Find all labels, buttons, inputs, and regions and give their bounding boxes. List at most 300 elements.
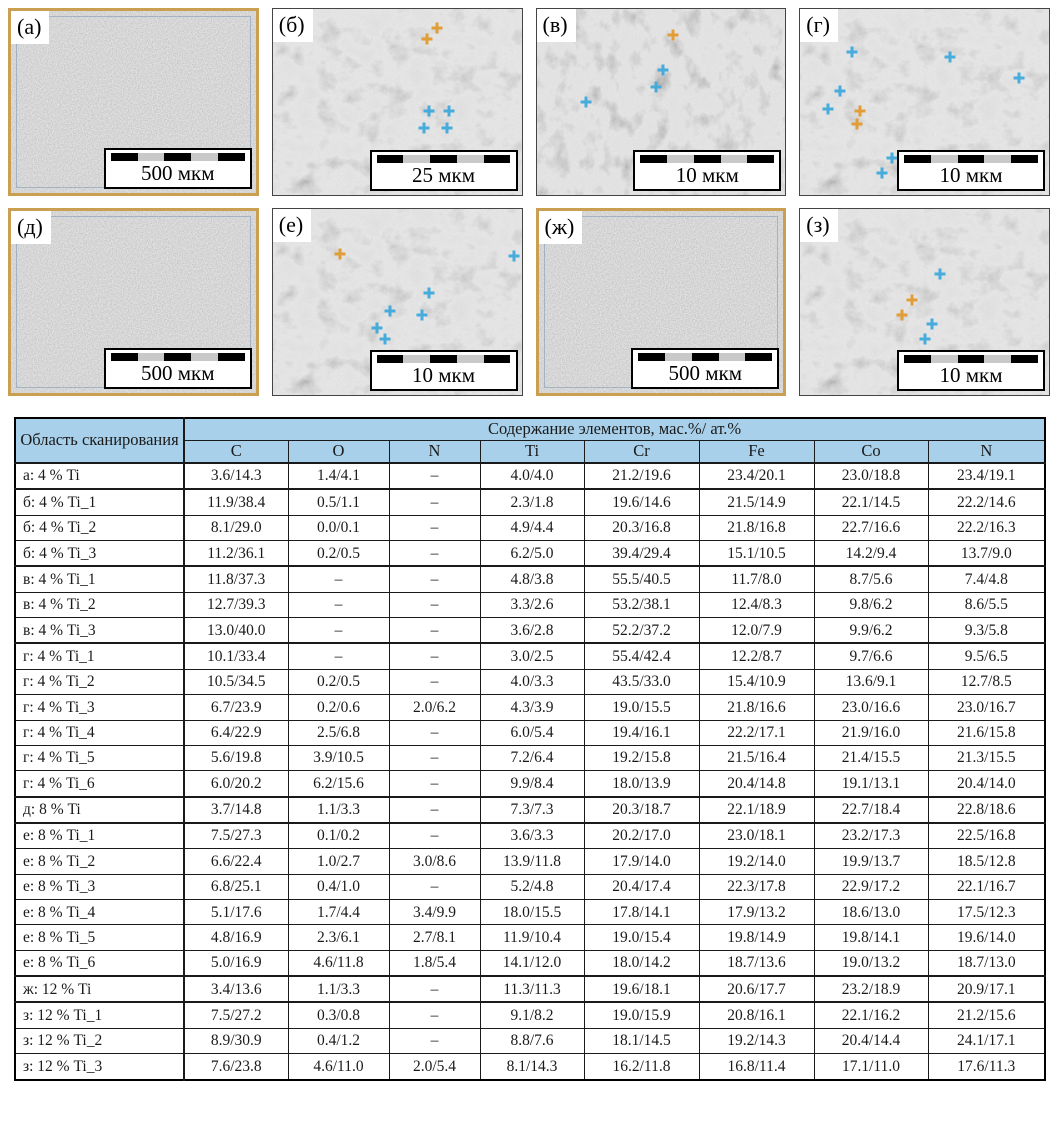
value-cell: 17.5/12.3 (928, 900, 1045, 925)
scan-area-cell: а: 4 % Ti (15, 463, 184, 489)
value-cell: 19.0/15.4 (584, 925, 699, 950)
value-cell: 8.1/29.0 (184, 515, 288, 540)
value-cell: 14.2/9.4 (814, 541, 928, 567)
eds-marker-blue (417, 310, 428, 321)
value-cell: 20.4/14.4 (814, 1028, 928, 1053)
value-cell: 9.9/6.2 (814, 618, 928, 644)
eds-marker-blue (424, 287, 435, 298)
scan-area-cell: г: 4 % Ti_4 (15, 720, 184, 745)
eds-marker-blue (944, 52, 955, 63)
scan-area-cell: е: 8 % Ti_2 (15, 849, 184, 874)
value-cell: 3.9/10.5 (288, 745, 389, 770)
value-cell: 20.4/17.4 (584, 874, 699, 899)
value-cell: 13.9/11.8 (480, 849, 584, 874)
value-cell: 5.0/16.9 (184, 950, 288, 976)
value-cell: 12.7/39.3 (184, 592, 288, 617)
value-cell: 12.4/8.3 (699, 592, 814, 617)
scale-bar (897, 150, 1045, 191)
eds-table-wrap (14, 417, 1044, 1081)
value-cell: 19.2/14.3 (699, 1028, 814, 1053)
value-cell: 23.0/18.1 (699, 823, 814, 849)
value-cell: 16.2/11.8 (584, 1054, 699, 1080)
value-cell: 55.4/42.4 (584, 643, 699, 669)
panel-label: (з) (800, 209, 837, 242)
value-cell: 5.2/4.8 (480, 874, 584, 899)
value-cell: 7.5/27.2 (184, 1002, 288, 1028)
table-row (15, 669, 1045, 694)
value-cell: – (389, 541, 480, 567)
value-cell: 18.6/13.0 (814, 900, 928, 925)
value-cell: 23.0/16.6 (814, 695, 928, 720)
eds-marker-blue (1014, 72, 1025, 83)
value-cell: 3.6/3.3 (480, 823, 584, 849)
col-header-element-4: Ti (480, 440, 584, 462)
scale-bar-label: 10 мкм (411, 362, 476, 387)
scale-bar (631, 348, 779, 389)
value-cell: 22.5/16.8 (928, 823, 1045, 849)
table-row (15, 1054, 1045, 1080)
eds-marker-blue (934, 269, 945, 280)
eds-marker-blue (877, 167, 888, 178)
value-cell: 8.1/14.3 (480, 1054, 584, 1080)
value-cell: 3.7/14.8 (184, 797, 288, 823)
value-cell: 1.4/4.1 (288, 463, 389, 489)
value-cell: 0.4/1.0 (288, 874, 389, 899)
sem-panel-2 (272, 8, 523, 196)
value-cell: 1.7/4.4 (288, 900, 389, 925)
table-row (15, 541, 1045, 567)
scale-bar-ruler (904, 355, 1038, 363)
value-cell: 22.1/18.9 (699, 797, 814, 823)
value-cell: 21.8/16.8 (699, 515, 814, 540)
value-cell: 22.2/16.3 (928, 515, 1045, 540)
scan-area-cell: г: 4 % Ti_2 (15, 669, 184, 694)
value-cell: 8.7/5.6 (814, 566, 928, 592)
value-cell: – (389, 823, 480, 849)
value-cell: 53.2/38.1 (584, 592, 699, 617)
table-row (15, 874, 1045, 899)
sem-panel-5 (8, 208, 259, 396)
value-cell: 18.7/13.0 (928, 950, 1045, 976)
eds-marker-blue (419, 123, 430, 134)
value-cell: 19.0/15.5 (584, 695, 699, 720)
panel-label: (е) (273, 209, 311, 242)
table-row (15, 797, 1045, 823)
value-cell: 7.2/6.4 (480, 745, 584, 770)
eds-composition-table (14, 417, 1046, 1081)
eds-marker-orange (431, 22, 442, 33)
value-cell: 2.3/1.8 (480, 489, 584, 515)
value-cell: 17.9/14.0 (584, 849, 699, 874)
scale-bar-label: 10 мкм (939, 362, 1003, 387)
scale-bar (370, 150, 518, 191)
value-cell: 4.9/4.4 (480, 515, 584, 540)
eds-marker-orange (854, 106, 865, 117)
value-cell: 6.0/20.2 (184, 771, 288, 797)
value-cell: 5.1/17.6 (184, 900, 288, 925)
value-cell: 23.0/18.8 (814, 463, 928, 489)
table-row (15, 592, 1045, 617)
scan-area-cell: в: 4 % Ti_1 (15, 566, 184, 592)
scan-area-cell: ж: 12 % Ti (15, 976, 184, 1002)
value-cell: 3.4/13.6 (184, 976, 288, 1002)
value-cell: 20.6/17.7 (699, 976, 814, 1002)
sem-panel-3 (536, 8, 787, 196)
value-cell: 21.8/16.6 (699, 695, 814, 720)
value-cell: 23.4/19.1 (928, 463, 1045, 489)
col-header-element-1: C (184, 440, 288, 462)
value-cell: 39.4/29.4 (584, 541, 699, 567)
table-row (15, 489, 1045, 515)
col-header-element-7: Co (814, 440, 928, 462)
value-cell: – (389, 643, 480, 669)
value-cell: 19.8/14.1 (814, 925, 928, 950)
value-cell: 13.6/9.1 (814, 669, 928, 694)
value-cell: 19.0/13.2 (814, 950, 928, 976)
value-cell: 12.2/8.7 (699, 643, 814, 669)
eds-marker-blue (835, 85, 846, 96)
value-cell: 18.0/14.2 (584, 950, 699, 976)
value-cell: 3.6/2.8 (480, 618, 584, 644)
col-header-scan-area: Область сканирования (15, 418, 184, 463)
value-cell: 23.2/18.9 (814, 976, 928, 1002)
eds-marker-blue (650, 82, 661, 93)
value-cell: – (389, 566, 480, 592)
value-cell: 0.4/1.2 (288, 1028, 389, 1053)
panel-label: (д) (11, 211, 51, 244)
value-cell: 13.7/9.0 (928, 541, 1045, 567)
eds-marker-orange (897, 310, 908, 321)
value-cell: 3.4/9.9 (389, 900, 480, 925)
sem-panel-8 (799, 208, 1050, 396)
value-cell: 3.0/2.5 (480, 643, 584, 669)
value-cell: 23.2/17.3 (814, 823, 928, 849)
scan-area-cell: в: 4 % Ti_3 (15, 618, 184, 644)
scan-area-cell: г: 4 % Ti_6 (15, 771, 184, 797)
table-row (15, 925, 1045, 950)
value-cell: 15.1/10.5 (699, 541, 814, 567)
value-cell: 22.8/18.6 (928, 797, 1045, 823)
table-row (15, 566, 1045, 592)
eds-marker-blue (927, 319, 938, 330)
value-cell: 2.3/6.1 (288, 925, 389, 950)
scale-bar-ruler (111, 153, 245, 161)
value-cell: 13.0/40.0 (184, 618, 288, 644)
value-cell: 2.7/8.1 (389, 925, 480, 950)
value-cell: 6.0/5.4 (480, 720, 584, 745)
table-row (15, 745, 1045, 770)
sem-panel-6 (272, 208, 523, 396)
eds-marker-blue (822, 104, 833, 115)
table-row (15, 695, 1045, 720)
table-row (15, 1028, 1045, 1053)
value-cell: 0.2/0.5 (288, 541, 389, 567)
value-cell: 2.5/6.8 (288, 720, 389, 745)
eds-marker-blue (581, 97, 592, 108)
scan-area-cell: г: 4 % Ti_3 (15, 695, 184, 720)
value-cell: 0.3/0.8 (288, 1002, 389, 1028)
scan-area-cell: е: 8 % Ti_1 (15, 823, 184, 849)
value-cell: 3.3/2.6 (480, 592, 584, 617)
scale-bar-ruler (640, 155, 774, 163)
col-header-element-2: O (288, 440, 389, 462)
scale-bar-label: 500 мкм (140, 360, 215, 385)
sem-panel-4 (799, 8, 1050, 196)
value-cell: 21.2/15.6 (928, 1002, 1045, 1028)
table-row (15, 950, 1045, 976)
eds-marker-blue (919, 334, 930, 345)
value-cell: – (389, 720, 480, 745)
value-cell: 7.3/7.3 (480, 797, 584, 823)
table-row (15, 823, 1045, 849)
value-cell: 19.2/15.8 (584, 745, 699, 770)
scan-area-cell: з: 12 % Ti_3 (15, 1054, 184, 1080)
table-row (15, 463, 1045, 489)
eds-marker-blue (441, 123, 452, 134)
scan-area-cell: е: 8 % Ti_4 (15, 900, 184, 925)
scale-bar-label: 10 мкм (675, 162, 739, 187)
value-cell: 1.0/2.7 (288, 849, 389, 874)
value-cell: 4.0/4.0 (480, 463, 584, 489)
value-cell: – (288, 592, 389, 617)
value-cell: 21.3/15.5 (928, 745, 1045, 770)
scale-bar-ruler (904, 155, 1038, 163)
value-cell: 3.6/14.3 (184, 463, 288, 489)
value-cell: 11.9/10.4 (480, 925, 584, 950)
scale-bar-ruler (377, 355, 511, 363)
value-cell: – (389, 745, 480, 770)
panel-label: (б) (273, 9, 313, 42)
value-cell: 4.6/11.0 (288, 1054, 389, 1080)
col-header-element-5: Cr (584, 440, 699, 462)
value-cell: – (389, 976, 480, 1002)
value-cell: 2.0/5.4 (389, 1054, 480, 1080)
value-cell: 7.5/27.3 (184, 823, 288, 849)
sem-panel-7 (536, 208, 787, 396)
value-cell: 17.6/11.3 (928, 1054, 1045, 1080)
value-cell: 22.1/16.2 (814, 1002, 928, 1028)
col-header-elements-group: Содержание элементов, мас.%/ ат.% (184, 418, 1045, 440)
value-cell: 6.7/23.9 (184, 695, 288, 720)
value-cell: 6.2/5.0 (480, 541, 584, 567)
eds-marker-blue (509, 250, 520, 261)
value-cell: 18.0/13.9 (584, 771, 699, 797)
value-cell: – (389, 669, 480, 694)
value-cell: 19.6/14.0 (928, 925, 1045, 950)
panel-label: (в) (537, 9, 576, 42)
value-cell: 19.6/18.1 (584, 976, 699, 1002)
value-cell: 4.3/3.9 (480, 695, 584, 720)
value-cell: – (389, 592, 480, 617)
value-cell: 22.7/18.4 (814, 797, 928, 823)
value-cell: 20.9/17.1 (928, 976, 1045, 1002)
eds-marker-blue (379, 334, 390, 345)
col-header-element-3: N (389, 440, 480, 462)
value-cell: – (389, 797, 480, 823)
value-cell: 16.8/11.4 (699, 1054, 814, 1080)
value-cell: 22.7/16.6 (814, 515, 928, 540)
eds-marker-blue (424, 106, 435, 117)
value-cell: 22.2/14.6 (928, 489, 1045, 515)
scan-area-cell: б: 4 % Ti_1 (15, 489, 184, 515)
value-cell: 19.0/15.9 (584, 1002, 699, 1028)
scan-area-cell: д: 8 % Ti (15, 797, 184, 823)
value-cell: 19.2/14.0 (699, 849, 814, 874)
table-row (15, 618, 1045, 644)
value-cell: 7.4/4.8 (928, 566, 1045, 592)
eds-marker-blue (847, 46, 858, 57)
value-cell: 24.1/17.1 (928, 1028, 1045, 1053)
value-cell: 5.6/19.8 (184, 745, 288, 770)
value-cell: 1.1/3.3 (288, 976, 389, 1002)
scan-area-cell: е: 8 % Ti_3 (15, 874, 184, 899)
value-cell: 17.9/13.2 (699, 900, 814, 925)
value-cell: 7.6/23.8 (184, 1054, 288, 1080)
value-cell: 18.0/15.5 (480, 900, 584, 925)
value-cell: 3.0/8.6 (389, 849, 480, 874)
value-cell: 21.9/16.0 (814, 720, 928, 745)
eds-marker-blue (444, 106, 455, 117)
scale-bar-label: 500 мкм (140, 160, 215, 185)
value-cell: 21.5/14.9 (699, 489, 814, 515)
table-row (15, 771, 1045, 797)
value-cell: 11.9/38.4 (184, 489, 288, 515)
value-cell: 0.2/0.5 (288, 669, 389, 694)
value-cell: 6.8/25.1 (184, 874, 288, 899)
value-cell: – (288, 643, 389, 669)
scale-bar (897, 350, 1045, 391)
scan-area-cell: б: 4 % Ti_2 (15, 515, 184, 540)
value-cell: 20.3/16.8 (584, 515, 699, 540)
value-cell: 6.2/15.6 (288, 771, 389, 797)
table-row (15, 515, 1045, 540)
value-cell: – (389, 618, 480, 644)
value-cell: 9.9/8.4 (480, 771, 584, 797)
eds-marker-blue (658, 65, 669, 76)
value-cell: 23.0/16.7 (928, 695, 1045, 720)
value-cell: 18.5/12.8 (928, 849, 1045, 874)
value-cell: 22.9/17.2 (814, 874, 928, 899)
value-cell: 9.7/6.6 (814, 643, 928, 669)
value-cell: 20.2/17.0 (584, 823, 699, 849)
value-cell: 4.0/3.3 (480, 669, 584, 694)
value-cell: – (389, 515, 480, 540)
table-row (15, 1002, 1045, 1028)
value-cell: 6.4/22.9 (184, 720, 288, 745)
value-cell: 19.1/13.1 (814, 771, 928, 797)
scale-bar-ruler (638, 353, 772, 361)
value-cell: 1.8/5.4 (389, 950, 480, 976)
value-cell: 19.6/14.6 (584, 489, 699, 515)
value-cell: 21.4/15.5 (814, 745, 928, 770)
value-cell: 19.9/13.7 (814, 849, 928, 874)
scan-area-cell: б: 4 % Ti_3 (15, 541, 184, 567)
value-cell: 9.8/6.2 (814, 592, 928, 617)
value-cell: 8.6/5.5 (928, 592, 1045, 617)
value-cell: 14.1/12.0 (480, 950, 584, 976)
sem-panel-grid (0, 0, 1058, 404)
scan-area-cell: е: 8 % Ti_5 (15, 925, 184, 950)
eds-marker-blue (372, 323, 383, 334)
value-cell: 9.3/5.8 (928, 618, 1045, 644)
eds-marker-orange (852, 119, 863, 130)
value-cell: – (389, 874, 480, 899)
eds-marker-orange (668, 30, 679, 41)
value-cell: – (389, 1028, 480, 1053)
panel-label: (а) (11, 11, 49, 44)
value-cell: 4.8/16.9 (184, 925, 288, 950)
value-cell: 15.4/10.9 (699, 669, 814, 694)
value-cell: 19.4/16.1 (584, 720, 699, 745)
value-cell: 11.7/8.0 (699, 566, 814, 592)
scan-area-cell: е: 8 % Ti_6 (15, 950, 184, 976)
scale-bar (633, 150, 781, 191)
value-cell: 9.1/8.2 (480, 1002, 584, 1028)
eds-marker-orange (907, 295, 918, 306)
value-cell: 18.1/14.5 (584, 1028, 699, 1053)
value-cell: 22.3/17.8 (699, 874, 814, 899)
eds-marker-orange (334, 248, 345, 259)
value-cell: 12.7/8.5 (928, 669, 1045, 694)
value-cell: 55.5/40.5 (584, 566, 699, 592)
value-cell: 20.4/14.8 (699, 771, 814, 797)
scale-bar-ruler (377, 155, 511, 163)
value-cell: 20.3/18.7 (584, 797, 699, 823)
table-row (15, 900, 1045, 925)
value-cell: 21.2/19.6 (584, 463, 699, 489)
value-cell: 0.1/0.2 (288, 823, 389, 849)
scale-bar (104, 148, 252, 189)
value-cell: 12.0/7.9 (699, 618, 814, 644)
scan-area-cell: в: 4 % Ti_2 (15, 592, 184, 617)
value-cell: 4.6/11.8 (288, 950, 389, 976)
value-cell: – (389, 771, 480, 797)
value-cell: 17.1/11.0 (814, 1054, 928, 1080)
scale-bar-ruler (111, 353, 245, 361)
col-header-element-6: Fe (699, 440, 814, 462)
value-cell: – (389, 1002, 480, 1028)
panel-label: (г) (800, 9, 838, 42)
value-cell: 21.5/16.4 (699, 745, 814, 770)
value-cell: 8.8/7.6 (480, 1028, 584, 1053)
value-cell: 4.8/3.8 (480, 566, 584, 592)
value-cell: 0.5/1.1 (288, 489, 389, 515)
value-cell: 17.8/14.1 (584, 900, 699, 925)
table-row (15, 720, 1045, 745)
value-cell: 9.5/6.5 (928, 643, 1045, 669)
value-cell: 11.3/11.3 (480, 976, 584, 1002)
value-cell: 21.6/15.8 (928, 720, 1045, 745)
scale-bar-label: 10 мкм (939, 162, 1003, 187)
value-cell: 11.8/37.3 (184, 566, 288, 592)
value-cell: 0.2/0.6 (288, 695, 389, 720)
value-cell: – (389, 463, 480, 489)
value-cell: 8.9/30.9 (184, 1028, 288, 1053)
value-cell: 19.8/14.9 (699, 925, 814, 950)
value-cell: – (288, 618, 389, 644)
eds-marker-orange (421, 33, 432, 44)
scale-bar-label: 500 мкм (668, 360, 743, 385)
table-row (15, 849, 1045, 874)
value-cell: 20.4/14.0 (928, 771, 1045, 797)
scale-bar (104, 348, 252, 389)
value-cell: 2.0/6.2 (389, 695, 480, 720)
table-row (15, 976, 1045, 1002)
value-cell: 43.5/33.0 (584, 669, 699, 694)
scan-area-cell: з: 12 % Ti_2 (15, 1028, 184, 1053)
value-cell: 1.1/3.3 (288, 797, 389, 823)
value-cell: 18.7/13.6 (699, 950, 814, 976)
